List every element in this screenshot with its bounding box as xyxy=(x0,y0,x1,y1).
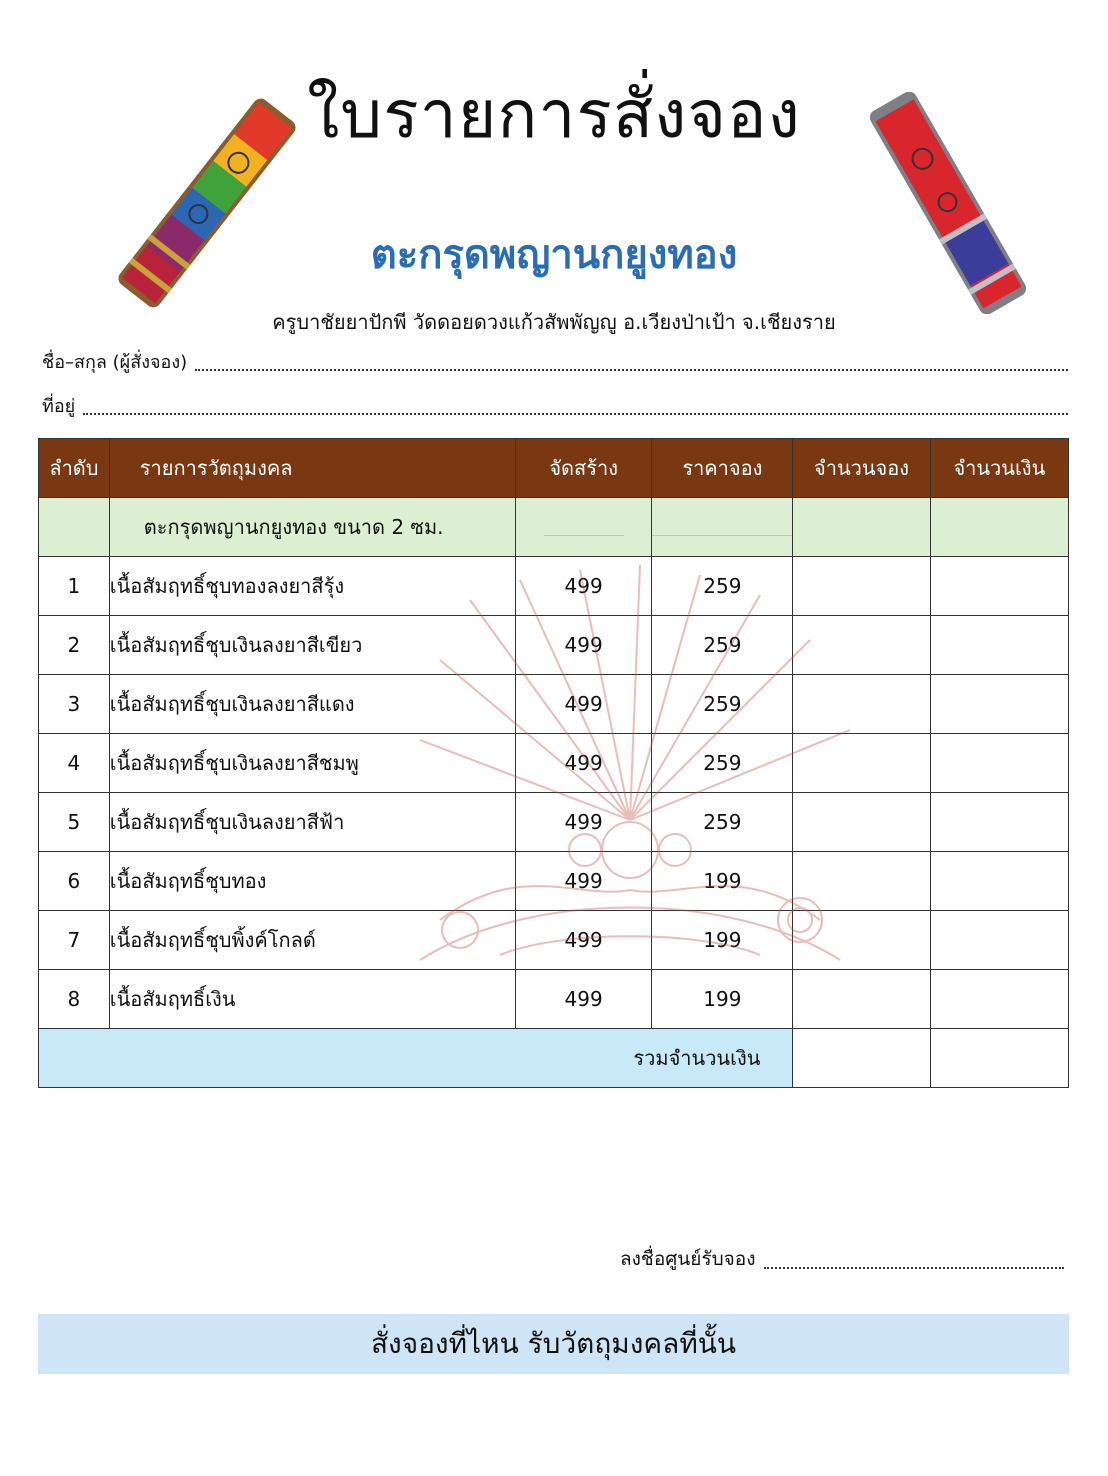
group-made-cell xyxy=(515,498,651,557)
address-label: ที่อยู่ xyxy=(42,396,76,417)
row-price: 259 xyxy=(652,734,793,793)
total-row xyxy=(39,1029,1069,1088)
row-item: เนื้อสัมฤทธิ์ชุบเงินลงยาสีฟ้า xyxy=(109,793,515,852)
row-item: เนื้อสัมฤทธิ์ชุบทองลงยาสีรุ้ง xyxy=(109,557,515,616)
row-made: 499 xyxy=(515,734,651,793)
footer-banner xyxy=(38,1314,1069,1374)
row-item: เนื้อสัมฤทธิ์ชุบทอง xyxy=(109,852,515,911)
group-qty-cell xyxy=(793,498,930,557)
col-header-price: ราคาจอง xyxy=(652,439,793,498)
row-item: เนื้อสัมฤทธิ์เงิน xyxy=(109,970,515,1029)
total-qty-input[interactable] xyxy=(793,1029,930,1088)
row-item: เนื้อสัมฤทธิ์ชุบเงินลงยาสีเขียว xyxy=(109,616,515,675)
row-price: 199 xyxy=(652,970,793,1029)
row-no: 6 xyxy=(39,852,110,911)
row-no: 8 xyxy=(39,970,110,1029)
row-item: เนื้อสัมฤทธิ์ชุบเงินลงยาสีชมพู xyxy=(109,734,515,793)
row-amount-input[interactable] xyxy=(930,970,1068,1029)
row-amount-input[interactable] xyxy=(930,616,1068,675)
address-dotted-line[interactable] xyxy=(83,403,1068,415)
name-field[interactable] xyxy=(42,350,1068,376)
row-amount-input[interactable] xyxy=(930,734,1068,793)
yantra-watermark xyxy=(380,560,880,1000)
group-price-cell xyxy=(652,498,793,557)
table-header-row xyxy=(39,439,1069,498)
amulet-name-heading: ตะกรุดพญานกยูงทอง xyxy=(370,232,738,278)
address-field[interactable] xyxy=(42,394,1068,420)
row-made: 499 xyxy=(515,616,651,675)
col-header-item: รายการวัตถุมงคล xyxy=(109,439,515,498)
name-label: ชื่อ–สกุล (ผู้สั่งจอง) xyxy=(42,352,188,373)
row-amount-input[interactable] xyxy=(930,557,1068,616)
row-amount-input[interactable] xyxy=(930,793,1068,852)
row-price: 259 xyxy=(652,616,793,675)
row-made: 499 xyxy=(515,911,651,970)
total-amount-input[interactable] xyxy=(930,1029,1068,1088)
row-no: 2 xyxy=(39,616,110,675)
row-no: 4 xyxy=(39,734,110,793)
row-price: 259 xyxy=(652,557,793,616)
col-header-amount: จำนวนเงิน xyxy=(930,439,1068,498)
signature-field[interactable] xyxy=(620,1244,1064,1274)
col-header-made: จัดสร้าง xyxy=(515,439,651,498)
group-row xyxy=(39,498,1069,557)
signature-dotted-line[interactable] xyxy=(764,1257,1065,1269)
row-price: 199 xyxy=(652,911,793,970)
group-no-cell xyxy=(39,498,110,557)
row-item: เนื้อสัมฤทธิ์ชุบเงินลงยาสีแดง xyxy=(109,675,515,734)
col-header-no: ลำดับ xyxy=(39,439,110,498)
row-no: 7 xyxy=(39,911,110,970)
row-amount-input[interactable] xyxy=(930,675,1068,734)
row-made: 499 xyxy=(515,852,651,911)
row-no: 1 xyxy=(39,557,110,616)
total-label: รวมจำนวนเงิน xyxy=(39,1029,793,1088)
group-title: ตะกรุดพญานกยูงทอง ขนาด 2 ซม. xyxy=(109,498,515,557)
row-no: 3 xyxy=(39,675,110,734)
row-price: 259 xyxy=(652,675,793,734)
row-made: 499 xyxy=(515,557,651,616)
row-no: 5 xyxy=(39,793,110,852)
row-item: เนื้อสัมฤทธิ์ชุบพิ้งค์โกลด์ xyxy=(109,911,515,970)
row-price: 199 xyxy=(652,852,793,911)
row-amount-input[interactable] xyxy=(930,911,1068,970)
footer-text: สั่งจองที่ไหน รับวัตถุมงคลที่นั้น xyxy=(370,1327,737,1360)
row-made: 499 xyxy=(515,970,651,1029)
name-dotted-line[interactable] xyxy=(195,359,1068,371)
group-amount-cell xyxy=(930,498,1068,557)
row-made: 499 xyxy=(515,793,651,852)
row-amount-input[interactable] xyxy=(930,852,1068,911)
page-title: ใบรายการสั่งจอง xyxy=(307,76,801,153)
temple-line: ครูบาชัยยาปักพี วัดดอยดวงแก้วสัพพัญญู อ.เวียงป่าเป้า จ.เชียงราย xyxy=(272,310,836,334)
col-header-qty: จำนวนจอง xyxy=(793,439,930,498)
row-price: 259 xyxy=(652,793,793,852)
signature-label: ลงชื่อศูนย์รับจอง xyxy=(620,1248,756,1270)
row-made: 499 xyxy=(515,675,651,734)
